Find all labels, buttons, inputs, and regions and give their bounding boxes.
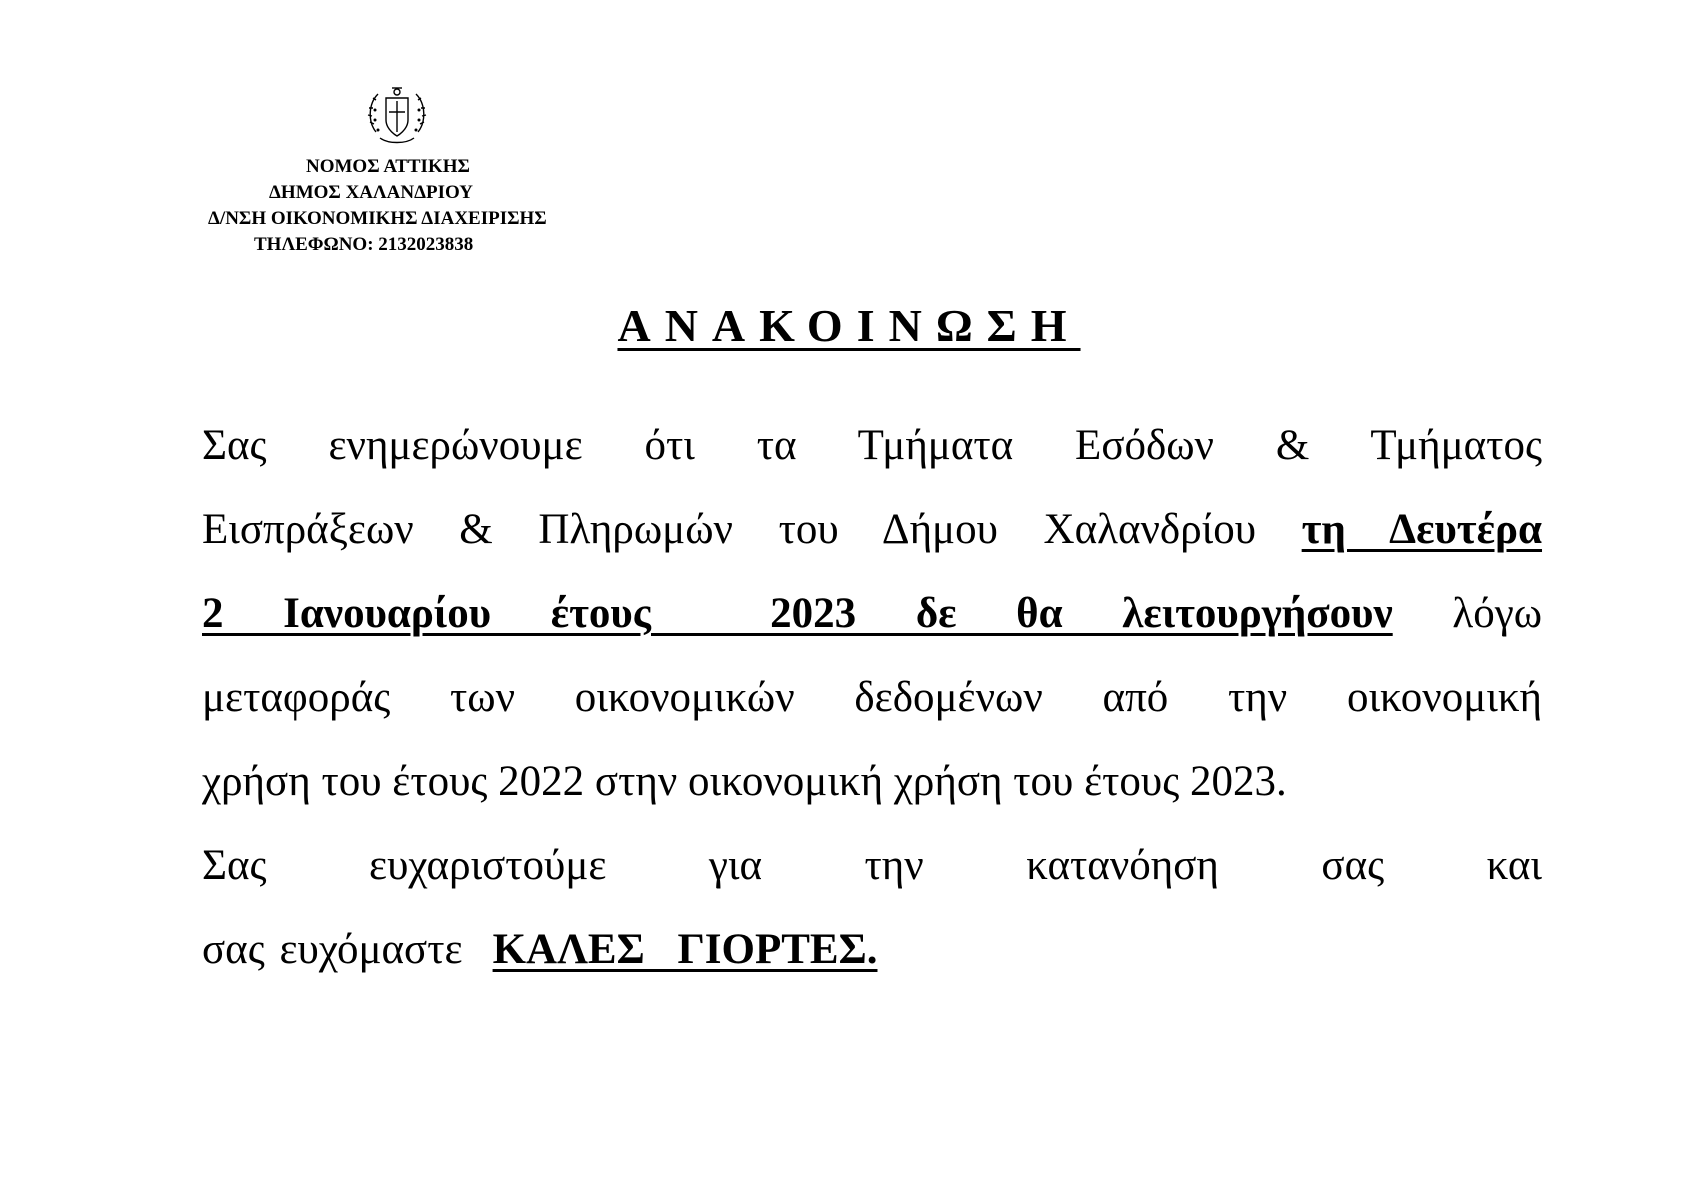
body-line-3 (202, 572, 1542, 656)
department-name: Δ/ΝΣΗ ΟΙΚΟΝΟΜΙΚΗΣ ΔΙΑΧΕΙΡΙΣΗΣ (208, 208, 547, 229)
wishes-intro: σας ευχόμαστε (202, 926, 463, 973)
title-text: ΑΝΑΚΟΙΝΩΣΗ (617, 300, 1081, 351)
body-line-6: Σας ευχαριστούμε για την κατανόηση σας και (202, 842, 1542, 889)
phone-number: ΤΗΛΕΦΩΝΟ: 2132023838 (254, 234, 474, 255)
body-line-4: μεταφοράς των οικονομικών δεδομένων από την οικονομική (202, 674, 1542, 721)
body-line-2 (202, 488, 1542, 572)
closure-date-notice: 2 Ιανουαρίου έτους 2023 δε θα λειτουργήσουν (202, 590, 1393, 637)
municipality-name: ΔΗΜΟΣ ΧΑΛΑΝΔΡΙΟΥ (269, 182, 473, 203)
announcement-body (202, 404, 1542, 992)
body-line-7 (202, 908, 1542, 992)
closure-day: τη Δευτέρα (1301, 506, 1543, 553)
body-line-5: χρήση του έτους 2022 στην οικονομική χρήση του έτους 2023. (202, 758, 1287, 805)
body-line-1: Σας ενημερώνουμε ότι τα Τμήματα Εσόδων & Τμήματος (202, 422, 1542, 469)
season-greetings: ΚΑΛΕΣ ΓΙΟΡΤΕΣ. (492, 926, 878, 973)
announcement-title (0, 296, 1684, 356)
body-line-2-text: Εισπράξεων & Πληρωμών του Δήμου Χαλανδρίου (202, 506, 1257, 553)
coat-of-arms-icon (366, 84, 428, 150)
prefecture-name: ΝΟΜΟΣ ΑΤΤΙΚΗΣ (306, 156, 470, 177)
letterhead (200, 154, 640, 258)
body-line-3-text: λόγω (1452, 590, 1543, 637)
